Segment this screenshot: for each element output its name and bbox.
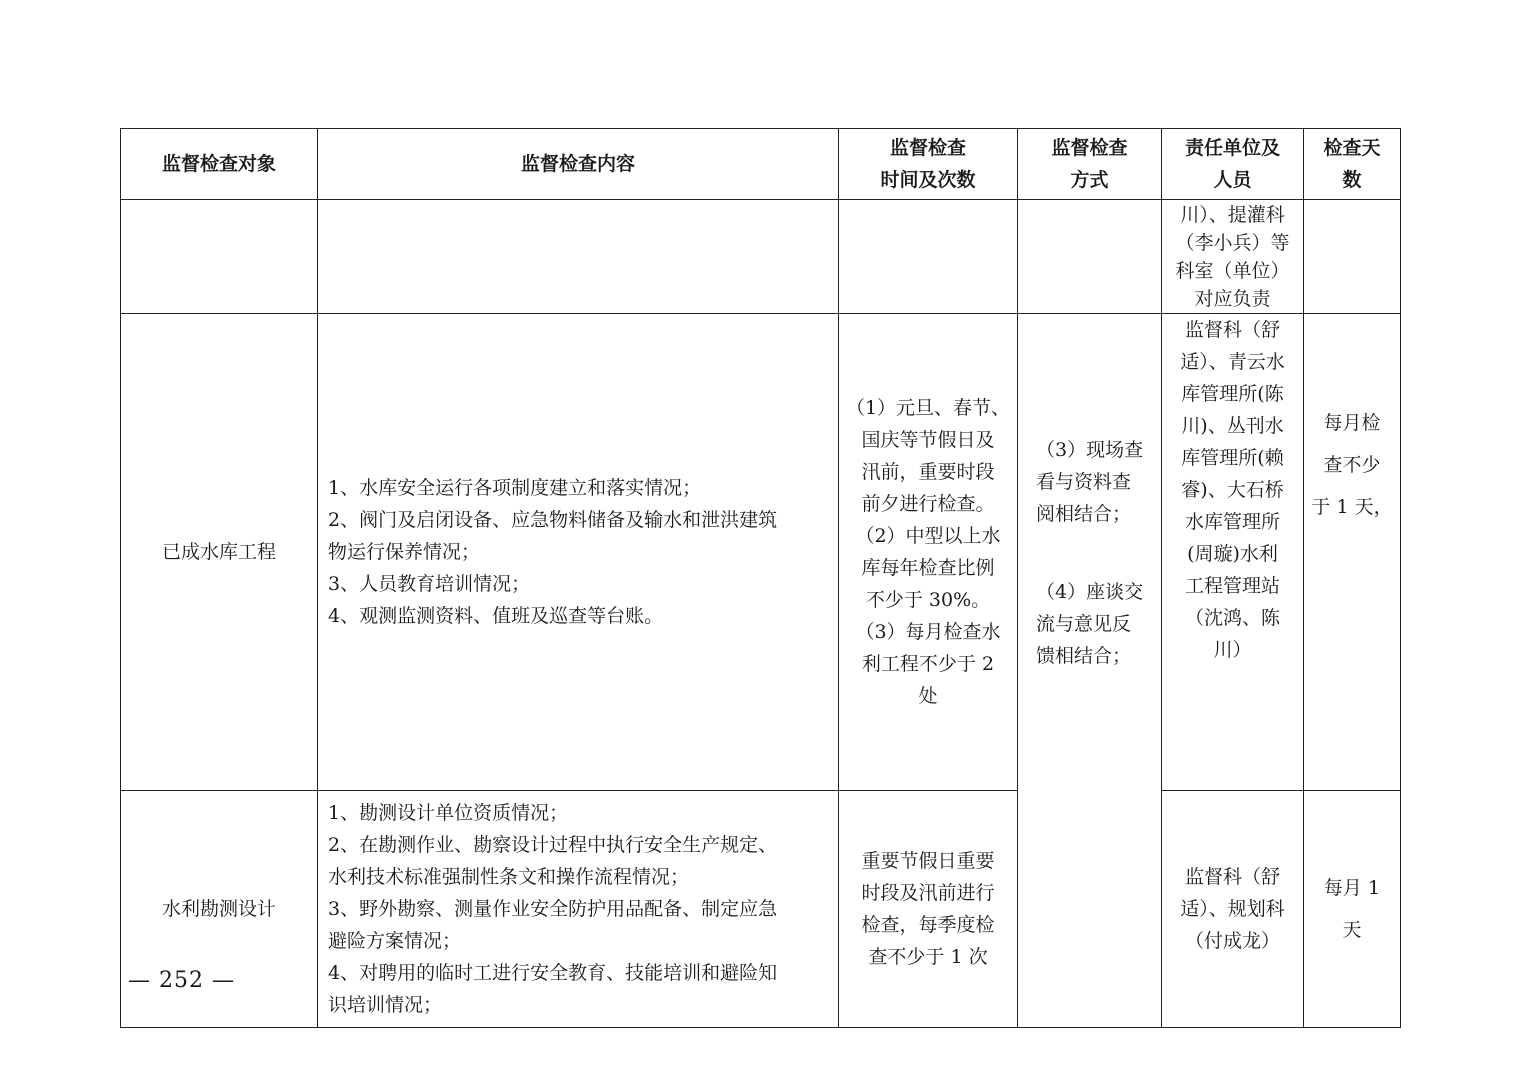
- row3-time-cell: 重要节假日重要 时段及汛前进行 检查，每季度检 查不少于 1 次: [839, 791, 1018, 1028]
- table-row: [121, 200, 1401, 314]
- supervision-table: [120, 128, 1401, 1028]
- header-days: 检查天 数: [1304, 129, 1401, 200]
- row3-content-cell: 1、勘测设计单位资质情况； 2、在勘测作业、勘察设计过程中执行安全生产规定、 水利技术标准强制性条文和操作流程情况； 3、野外勘察、测量作业安全防护用品配备、制定应急 避险方案情况； 4、对聘用的临时工进行安全教育、技能培训和避险知 识培训情况；: [318, 791, 839, 1028]
- header-method: 监督检查 方式: [1018, 129, 1162, 200]
- row1-time-cell: [839, 200, 1018, 314]
- header-responsible: 责任单位及 人员: [1162, 129, 1304, 200]
- row2-days-cell: 每月检 查不少 于 1 天，: [1304, 314, 1401, 791]
- header-row: [121, 129, 1401, 200]
- row1-days-cell: [1304, 200, 1401, 314]
- row3-days-cell: 每月 1 天: [1304, 791, 1401, 1028]
- row1-target-cell: [121, 200, 318, 314]
- table-row: [121, 314, 1401, 791]
- row2-responsible-cell: 监督科（舒 适）、青云水 库管理所(陈 川)、丛刊水 库管理所(赖 睿)、大石桥 水库管理所 (周璇)水利 工程管理站 （沈鸿、陈 川）: [1162, 314, 1304, 791]
- row3-target-cell: 水利勘测设计: [121, 791, 318, 1028]
- row2-content-cell: 1、水库安全运行各项制度建立和落实情况； 2、阀门及启闭设备、应急物料储备及输水和泄洪建筑 物运行保养情况； 3、人员教育培训情况； 4、观测监测资料、值班及巡查等台账。: [318, 314, 839, 791]
- row3-responsible-cell: 监督科（舒 适）、规划科 （付成龙）: [1162, 791, 1304, 1028]
- header-target: 监督检查对象: [121, 129, 318, 200]
- row1-method-cell: [1018, 200, 1162, 314]
- row2-target-cell: 已成水库工程: [121, 314, 318, 791]
- row2-time-cell: （1）元旦、春节、 国庆等节假日及 汛前，重要时段 前夕进行检查。 （2）中型以上水 库每年检查比例 不少于 30%。 （3）每月检查水 利工程不少于 2 处: [839, 314, 1018, 791]
- header-content: 监督检查内容: [318, 129, 839, 200]
- method-cell: （3）现场查 看与资料查 阅相结合； （4）座谈交 流与意见反 馈相结合；: [1018, 314, 1162, 1028]
- row1-content-cell: [318, 200, 839, 314]
- row1-responsible-cell: 川）、提灌科 （李小兵）等 科室（单位） 对应负责: [1162, 200, 1304, 314]
- header-time: 监督检查 时间及次数: [839, 129, 1018, 200]
- page-number: — 252 —: [128, 968, 235, 993]
- table-row: [121, 791, 1401, 1028]
